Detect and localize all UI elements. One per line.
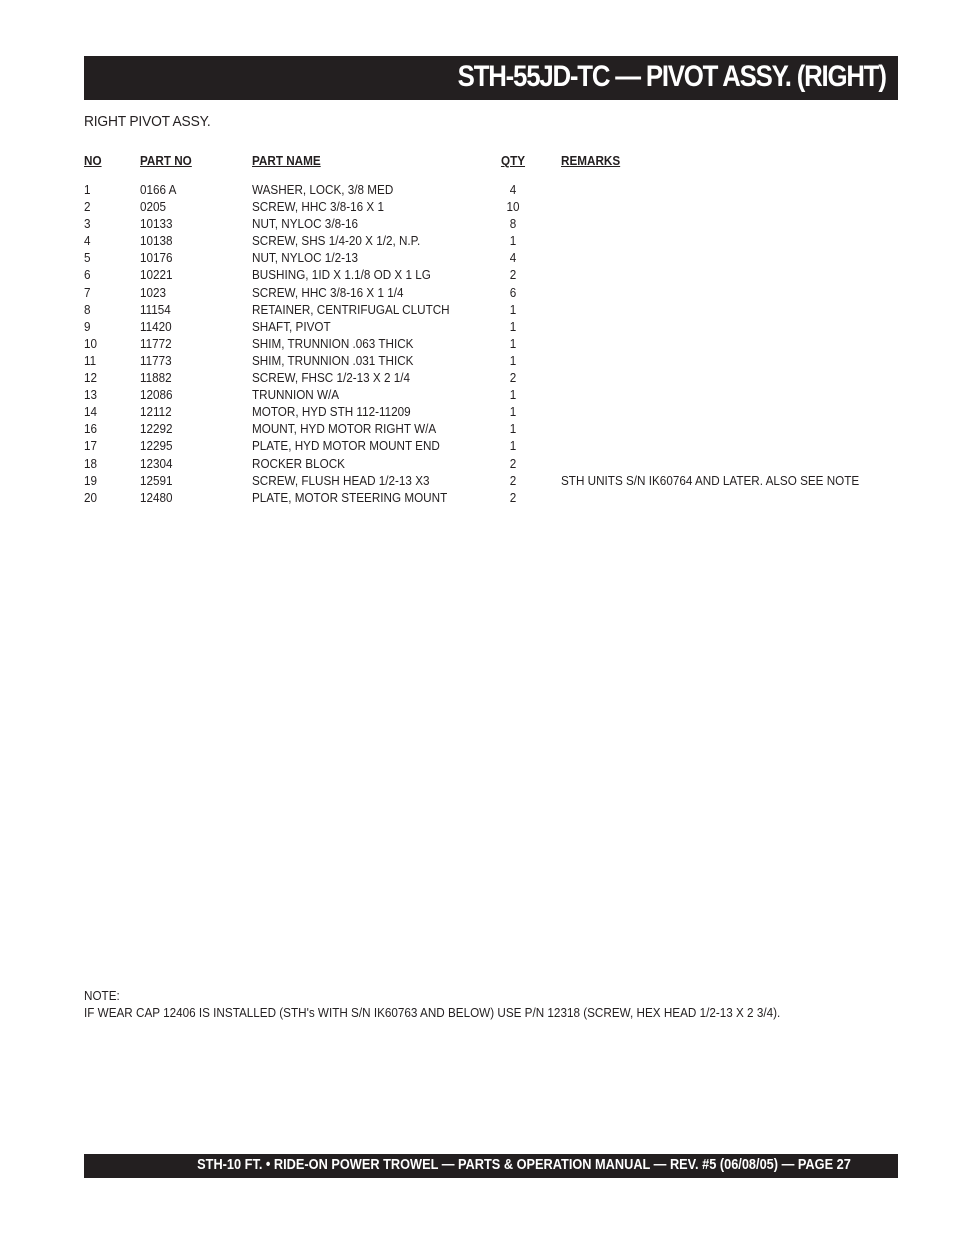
cell-part-no: 0166 A [140, 182, 177, 197]
cell-remarks: STH UNITS S/N IK60764 AND LATER. ALSO SEE NOTE [561, 472, 860, 488]
cell-no: 20 [84, 489, 98, 505]
table-row [84, 386, 898, 403]
table-header-row [84, 152, 898, 172]
cell-part-name: SCREW, SHS 1/4-20 X 1/2, N.P. [252, 233, 421, 249]
column-header-no: NO [84, 153, 102, 168]
table-row [84, 420, 898, 437]
cell-part-name: SHIM, TRUNNION .063 THICK [252, 335, 414, 351]
cell-no: 10 [84, 335, 98, 351]
note-text: IF WEAR CAP 12406 IS INSTALLED (STH's WITH S/N IK60763 AND BELOW) USE P/N 12318 (SCREW, HEX HEAD 1/2-13 X 2 3/4). [84, 1005, 781, 1020]
cell-qty: 10 [506, 199, 520, 215]
table-row [84, 266, 898, 283]
cell-qty: 1 [509, 335, 517, 351]
cell-no: 1 [84, 182, 91, 197]
cell-part-name: SCREW, HHC 3/8-16 X 1 1/4 [252, 284, 404, 300]
table-row [84, 369, 898, 386]
cell-part-name: SHAFT, PIVOT [252, 318, 331, 334]
cell-part-name: SCREW, HHC 3/8-16 X 1 [252, 199, 384, 215]
cell-qty: 1 [509, 301, 517, 317]
cell-part-name: TRUNNION W/A [252, 387, 340, 403]
cell-part-no: 11154 [140, 301, 171, 317]
cell-no: 17 [84, 438, 98, 454]
column-header-part-no: PART NO [140, 153, 192, 168]
cell-part-no: 12591 [140, 472, 173, 488]
cell-part-name: NUT, NYLOC 3/8-16 [252, 216, 358, 232]
cell-qty: 2 [509, 455, 517, 471]
cell-part-name: ROCKER BLOCK [252, 455, 345, 471]
page-title: STH-55JD-TC — PIVOT ASSY. (RIGHT) [457, 60, 886, 93]
cell-part-no: 10133 [140, 216, 173, 232]
table-row [84, 284, 898, 301]
title-bar [84, 56, 898, 100]
table-row [84, 318, 898, 335]
cell-qty: 1 [509, 421, 517, 437]
cell-part-no: 12112 [140, 404, 172, 420]
cell-part-name: WASHER, LOCK, 3/8 MED [252, 182, 394, 197]
cell-no: 6 [84, 267, 91, 283]
cell-no: 8 [84, 301, 91, 317]
cell-part-name: SCREW, FLUSH HEAD 1/2-13 X3 [252, 472, 430, 488]
cell-no: 12 [84, 370, 98, 386]
cell-part-name: NUT, NYLOC 1/2-13 [252, 250, 358, 266]
cell-part-no: 12295 [140, 438, 173, 454]
cell-part-name: RETAINER, CENTRIFUGAL CLUTCH [252, 301, 450, 317]
column-header-qty: QTY [500, 153, 526, 168]
cell-qty: 1 [509, 233, 517, 249]
cell-part-no: 12304 [140, 455, 173, 471]
cell-no: 9 [84, 318, 91, 334]
cell-qty: 8 [509, 216, 517, 232]
cell-part-no: 11772 [140, 335, 172, 351]
table-row [84, 403, 898, 420]
cell-no: 7 [84, 284, 91, 300]
column-header-remarks: REMARKS [561, 153, 621, 168]
cell-qty: 1 [509, 438, 517, 454]
cell-part-name: MOTOR, HYD STH 112-11209 [252, 404, 411, 420]
cell-qty: 1 [509, 352, 517, 368]
table-row [84, 335, 898, 352]
column-header-part-name: PART NAME [252, 153, 321, 168]
cell-part-no: 12480 [140, 489, 173, 505]
table-row [84, 437, 898, 454]
table-row [84, 352, 898, 369]
table-row [84, 489, 898, 506]
cell-part-name: PLATE, MOTOR STEERING MOUNT [252, 489, 448, 505]
cell-no: 16 [84, 421, 98, 437]
table-row [84, 215, 898, 232]
cell-qty: 4 [509, 250, 517, 266]
cell-no: 19 [84, 472, 98, 488]
note-label: NOTE: [84, 988, 120, 1003]
cell-part-no: 12292 [140, 421, 173, 437]
cell-part-no: 10138 [140, 233, 173, 249]
cell-no: 18 [84, 455, 98, 471]
cell-part-name: SCREW, FHSC 1/2-13 X 2 1/4 [252, 370, 411, 386]
cell-no: 14 [84, 404, 98, 420]
cell-part-no: 10176 [140, 250, 173, 266]
cell-part-name: PLATE, HYD MOTOR MOUNT END [252, 438, 440, 454]
table-body [84, 181, 898, 506]
cell-part-no: 1023 [140, 284, 167, 300]
cell-part-no: 11773 [140, 352, 172, 368]
cell-qty: 1 [509, 404, 517, 420]
cell-qty: 2 [509, 370, 517, 386]
cell-part-name: SHIM, TRUNNION .031 THICK [252, 352, 414, 368]
section-subtitle: RIGHT PIVOT ASSY. [84, 113, 211, 130]
footer-text: STH-10 FT. • RIDE-ON POWER TROWEL — PARTS & OPERATION MANUAL — REV. #5 (06/08/05) — PAGE 27 [197, 1157, 851, 1173]
cell-no: 3 [84, 216, 91, 232]
cell-no: 4 [84, 233, 91, 249]
cell-qty: 1 [509, 318, 517, 334]
cell-part-no: 0205 [140, 199, 167, 215]
table-row [84, 232, 898, 249]
cell-no: 2 [84, 199, 91, 215]
table-row [84, 301, 898, 318]
cell-qty: 1 [509, 387, 517, 403]
cell-part-no: 12086 [140, 387, 173, 403]
cell-no: 13 [84, 387, 98, 403]
cell-qty: 2 [509, 489, 517, 505]
cell-part-name: BUSHING, 1ID X 1.1/8 OD X 1 LG [252, 267, 431, 283]
cell-part-no: 11882 [140, 370, 172, 386]
table-row [84, 181, 898, 198]
cell-no: 11 [84, 352, 97, 368]
parts-table [84, 152, 898, 506]
cell-part-name: MOUNT, HYD MOTOR RIGHT W/A [252, 421, 437, 437]
table-row [84, 249, 898, 266]
cell-qty: 6 [509, 284, 517, 300]
table-row [84, 472, 898, 489]
table-row [84, 455, 898, 472]
note-block [84, 987, 780, 1021]
cell-qty: 2 [509, 472, 517, 488]
cell-qty: 4 [509, 182, 517, 197]
cell-part-no: 11420 [140, 318, 172, 334]
cell-part-no: 10221 [140, 267, 173, 283]
cell-no: 5 [84, 250, 91, 266]
cell-qty: 2 [509, 267, 517, 283]
table-row [84, 198, 898, 215]
footer-bar [84, 1154, 898, 1178]
